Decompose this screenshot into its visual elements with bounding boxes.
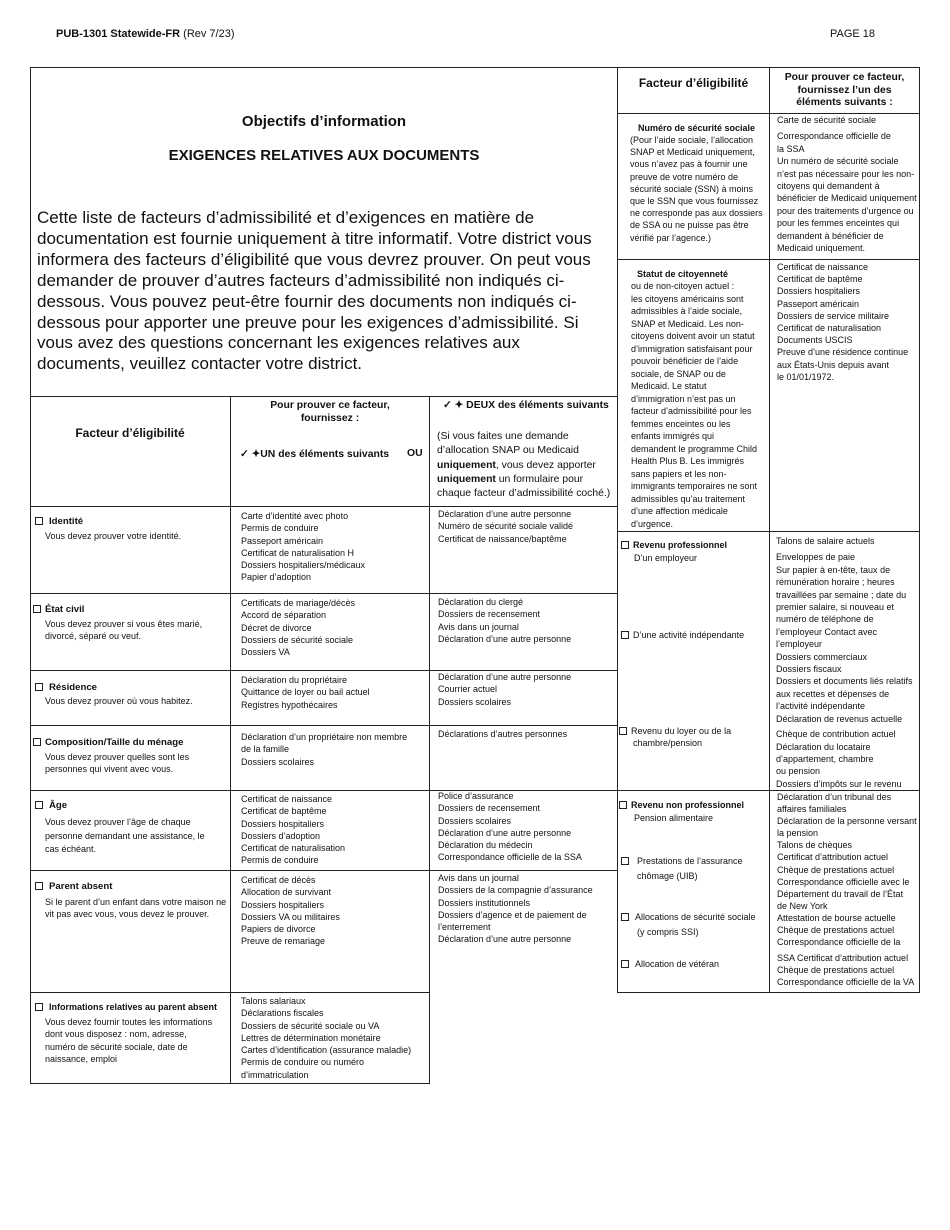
factor-earned-income: Revenu professionnel D’un employeur <box>621 540 727 564</box>
intro-title: Objectifs d’information <box>241 113 407 130</box>
checkbox[interactable] <box>621 960 629 968</box>
unearned-veteran: Allocation de vétéran <box>621 958 719 970</box>
absent-parent-one-list: Certificat de décès Allocation de survivant Dossiers hospitaliers Dossiers VA ou militaires Papiers de divorce Preuve de remariage <box>241 875 340 947</box>
marital-one-list: Certificats de mariage/décès Accord de séparation Décret de divorce Dossiers de sécurité sociale Dossiers VA <box>241 598 356 658</box>
ssn-list: Carte de sécurité sociale Correspondance officielle de la SSA Un numéro de sécurité sociale n’est pas nécessaire pour les non- citoyens qui demandent à bénéficier de Medicaid uniquement pour des traitements d’urgence ou pour les femmes enceintes qui demandent à bénéficier de Medicaid uniquement. <box>777 115 917 254</box>
col-header-one-of-label: ✓ ✦UN des éléments suivants <box>240 449 390 460</box>
identity-two-list: Déclaration d’une autre personne Numéro de sécurité sociale validé Certificat de naissance/baptême <box>438 509 574 544</box>
left-row-divider <box>30 593 618 594</box>
identity-one-list: Carte d’identité avec photo Permis de conduire Passeport américain Certificat de naturalisation H Dossiers hospitaliers/médicaux Papier d’adoption <box>241 511 366 583</box>
marital-two-list: Déclaration du clergé Dossiers de recensement Avis dans un journal Déclaration d’une autre personne <box>438 597 572 644</box>
checkbox[interactable] <box>619 727 627 735</box>
factor-absent-parent-info: Informations relatives au parent absent Vous devez fournir toutes les informations dont vous disposez : nom, adresse, numéro de sécurité sociale, date de naissance, emploi <box>35 1002 217 1065</box>
left-row-divider <box>30 725 618 726</box>
checkbox[interactable] <box>33 605 41 613</box>
age-one-list: Certificat de naissance Certificat de baptême Dossiers hospitaliers Dossiers d’adoption Certificat de naturalisation Permis de conduire <box>241 794 346 866</box>
citizenship-list: Certificat de naissance Certificat de baptême Dossiers hospitaliers Passeport américain Dossiers de service militaire Certificat de naturalisation Documents USCIS Preuve d’une résidence continue aux États-Unis depuis avant le 01/01/1972. <box>777 262 909 382</box>
checkbox[interactable] <box>35 517 43 525</box>
factor-absent-parent: Parent absent Si le parent d’un enfant dans votre maison ne vit pas avec vous, vous devez le prouver. <box>35 881 226 921</box>
col-header-one-of: Pour prouver ce facteur, fournissez : <box>270 400 390 424</box>
left-table-col-divider-1 <box>230 396 231 1084</box>
factor-ssn: Numéro de sécurité sociale (Pour l’aide sociale, l’allocation SNAP et Medicaid uniquement, vous n’avez pas à fournir une preuve de votre numéro de sécurité sociale (SSN) à moins que le SSN que vous fournissez ne corresponde pas aux dossiers de SSA ou ne puisse pas être vérifié par l’agence.) <box>630 123 763 243</box>
household-two-list: Déclarations d’autres personnes <box>438 729 568 739</box>
left-table-col-divider-2 <box>429 396 430 1084</box>
frame-top <box>30 67 618 68</box>
divider <box>769 531 920 532</box>
right-table-bottom <box>617 992 920 993</box>
left-row-divider <box>30 870 618 871</box>
unearned-social-security: Allocations de sécurité sociale (y compris SSI) <box>621 910 756 939</box>
col-header-factor: Facteur d’éligibilité <box>75 426 185 440</box>
right-col-header-one-of: Pour prouver ce facteur, fournissez l’un des éléments suivants : <box>784 72 905 109</box>
col-header-two-note: (Si vous faites une demande d’allocation SNAP ou Medicaid uniquement, vous devez apporter uniquement un formulaire pour chaque facteur d’admissibilité coché.) <box>437 431 611 500</box>
factor-residence: Résidence Vous devez prouver où vous habitez. <box>35 682 193 707</box>
right-table-right-border <box>919 67 920 993</box>
factor-household: Composition/Taille du ménage Vous devez prouver quelles sont les personnes qui vivent avec vous. <box>33 737 189 776</box>
checkbox[interactable] <box>33 738 41 746</box>
left-table-top <box>30 396 618 397</box>
col-header-or: OU <box>407 448 423 459</box>
left-row-divider <box>30 992 430 993</box>
age-two-list: Police d’assurance Dossiers de recensement Dossiers scolaires Déclaration d’une autre personne Déclaration du médecin Correspondance officielle de la SSA <box>438 791 582 863</box>
checkbox[interactable] <box>621 913 629 921</box>
checkbox[interactable] <box>35 801 43 809</box>
household-one-list: Déclaration d’un propriétaire non membre de la famille Dossiers scolaires <box>241 732 408 767</box>
factor-unearned-income: Revenu non professionnel Pension alimentaire <box>619 800 744 824</box>
intro-body: Cette liste de facteurs d’admissibilité et d’exigences en matière de documentation est fournie uniquement à titre informatif. Votre district vous informera des facteurs d’éligibilité que vous devrez prouver. On peut vous demander de prouver d’autres facteurs d’admissibilité non indiqués ci-dessous. Vous pouvez peut-être fournir des documents non indiqués ci-dessous pour apporter une preuve pour les exigences d’admissibilité. Si vous avez des questions concernant les exigences relatives aux documents, veuillez contacter votre district. <box>37 208 592 374</box>
left-table-bottom <box>30 1083 430 1084</box>
right-col-header-factor: Facteur d’éligibilité <box>638 76 749 90</box>
checkbox[interactable] <box>621 631 629 639</box>
right-table-col-divider <box>769 67 770 993</box>
unearned-income-list: Déclaration d’un tribunal des affaires familiales Déclaration de la personne versant la pension Talons de chèques Certificat d’attribution actuel Chèque de prestations actuel Correspondance officielle avec le Département du travail de l’État de New York Attestation de bourse actuelle Chèque de prestations actuel Correspondance officielle de la SSA Certificat d’attribution actuel Chèque de prestations actuel Correspondance officielle de la VA <box>777 792 917 988</box>
intro-subtitle: EXIGENCES RELATIVES AUX DOCUMENTS <box>168 147 480 164</box>
earned-self-employment: D’une activité indépendante <box>621 629 744 641</box>
checkbox[interactable] <box>619 801 627 809</box>
page-number: PAGE 18 <box>830 28 876 40</box>
absent-parent-two-list: Avis dans un journal Dossiers de la compagnie d’assurance Dossiers institutionnels Dossiers d’agence et de paiement de l’enterrement Déclaration d’une autre personne <box>438 873 593 945</box>
earned-income-list: Talons de salaire actuels Enveloppes de paie Sur papier à en-tête, taux de rémunération horaire ; heures travaillées par semaine ; date du premier salaire, si nouveau et numéro de téléphone de l’employeur Contact avec l’employeur Dossiers commerciaux Dossiers fiscaux Dossiers et documents liés relatifs aux recettes et dépenses de l’activité indépendante Déclaration de revenus actuelle Chèque de contribution actuel Déclaration du locataire d’appartement, chambre ou pension Dossiers d’impôts sur le revenu <box>776 536 913 789</box>
factor-identity: Identité Vous devez prouver votre identité. <box>35 516 181 542</box>
unearned-unemployment: Prestations de l’assurance chômage (UIB) <box>621 854 743 883</box>
factor-marital-status: État civil Vous devez prouver si vous êtes marié, divorcé, séparé ou veuf. <box>33 604 202 643</box>
right-table-row-divider-1 <box>617 259 920 260</box>
form-code: PUB-1301 Statewide-FR (Rev 7/23) <box>56 28 235 40</box>
factor-citizenship: Statut de citoyenneté ou de non-citoyen actuel : les citoyens américains sont admissibles à l’aide sociale, SNAP et Medicaid. Les non- citoyens doivent avoir un statut d’immigration satisfaisant pour pouvoir bénéficier de l’aide sociale, de SNAP ou de Medicaid. Le statut d’immigration n’est pas un facteur d’admissibilité pour les femmes enceintes ou les enfants immigrés qui demandent le programme Child Health Plus B. Les immigrés sans papiers et les non- immigrants temporaires ne sont admissibles qu’au traitement d’une affection médicale d’urgence. <box>631 269 758 529</box>
residence-one-list: Déclaration du propriétaire Quittance de loyer ou bail actuel Registres hypothécaires <box>241 675 370 710</box>
checkbox[interactable] <box>621 857 629 865</box>
left-row-divider <box>30 506 618 507</box>
checkbox[interactable] <box>621 541 629 549</box>
absent-parent-info-one-list: Talons salariaux Déclarations fiscales Dossiers de sécurité sociale ou VA Lettres de détermination monétaire Cartes d’identification (assurance maladie) Permis de conduire ou numéro d’immatriculation <box>241 996 412 1080</box>
right-table-left-border <box>617 67 618 993</box>
frame-left <box>30 67 31 1084</box>
earned-rent-income: Revenu du loyer ou de la chambre/pension <box>619 725 731 750</box>
checkbox[interactable] <box>35 1003 43 1011</box>
factor-age: Âge Vous devez prouver l’âge de chaque personne demandant une assistance, le cas échéant. <box>35 800 205 857</box>
col-header-two-of: ✓ ✦ DEUX des éléments suivants <box>443 400 609 411</box>
checkbox[interactable] <box>35 683 43 691</box>
checkbox[interactable] <box>35 882 43 890</box>
residence-two-list: Déclaration d’une autre personne Courrier actuel Dossiers scolaires <box>438 672 572 707</box>
